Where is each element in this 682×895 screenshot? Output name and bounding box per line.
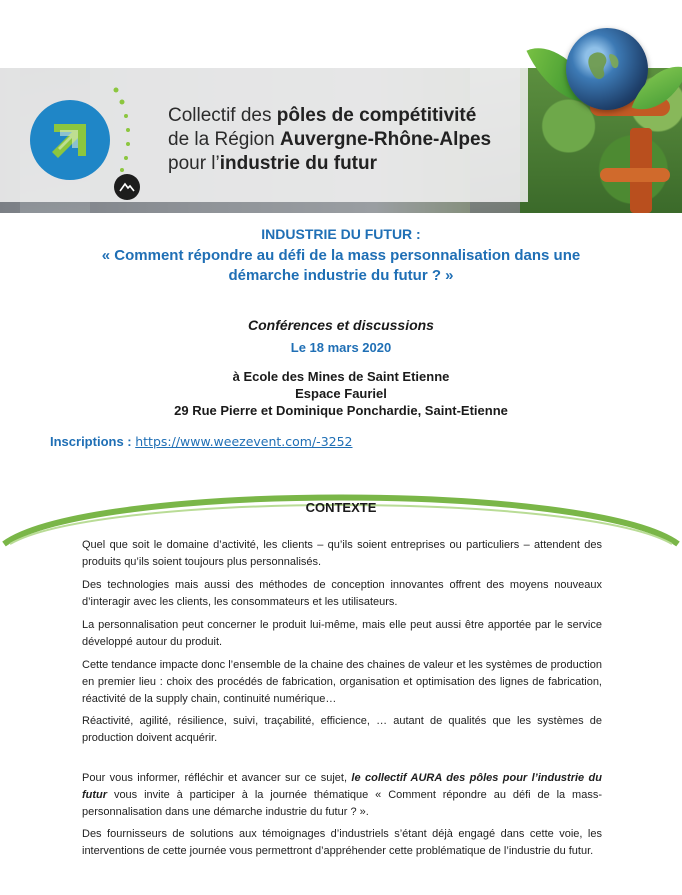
banner-title-line-3: pour l’industrie du futur — [168, 153, 378, 174]
banner-title — [168, 104, 491, 176]
event-address: 29 Rue Pierre et Dominique Ponchardie, Saint-Etienne — [174, 403, 508, 418]
arrow-logo-icon — [48, 118, 92, 162]
registration-link[interactable]: https://www.weezevent.com/-3252 — [135, 434, 353, 449]
context-heading: CONTEXTE — [305, 500, 377, 515]
event-venue: à Ecole des Mines de Saint Etienne — [232, 369, 450, 384]
event-address-block — [0, 368, 682, 419]
banner-title-line-2: de la Région Auvergne-Rhône-Alpes — [168, 129, 492, 150]
context-paragraph: Réactivité, agilité, résilience, suivi, traçabilité, efficience, … autant de qualités que les systèmes de production doivent acquérir. — [82, 715, 602, 744]
event-room: Espace Fauriel — [295, 386, 387, 401]
context-paragraph: Cette tendance impacte donc l’ensemble de la chaine des chaines de valeur et les systèmes de production en premier lieu : choix des procédés de fabrication, organisation et optimisation des lignes de fabrication, réactivité de la supply chain, continuité numérique… — [82, 659, 602, 705]
registration-label: Inscriptions : — [50, 434, 136, 449]
collective-name-emphasis: le collectif AURA des pôles pour l’industrie du futur — [82, 772, 602, 801]
event-question: « Comment répondre au défi de la mass personnalisation dans une démarche industrie du futur ? » — [101, 247, 581, 284]
event-category: INDUSTRIE DU FUTUR : — [261, 226, 421, 242]
context-paragraph: Des fournisseurs de solutions aux témoignages d’industriels s’étant déjà engagé dans cette voie, les interventions de cette journée vous permettront d’appréhender cette problématique de l’industrie du futur. — [82, 828, 602, 857]
context-paragraph: La personnalisation peut concerner le produit lui-même, mais elle peut aussi être apportée par le service développé autour du produit. — [82, 619, 602, 648]
continents-icon — [584, 48, 624, 84]
registration — [50, 434, 353, 449]
context-paragraph: Des technologies mais aussi des méthodes de conception innovantes offrent des moyens nouveaux d’interagir avec les clients, les consommateurs et les utilisateurs. — [82, 579, 602, 608]
context-paragraph: Quel que soit le domaine d’activité, les clients – qu’ils soient entreprises ou particuliers – attendent des produits qu’ils soient toujours plus personnalisés. — [82, 539, 602, 568]
event-format: Conférences et discussions — [248, 317, 434, 333]
banner-title-line-1: Collectif des pôles de compétitivité — [168, 105, 477, 126]
context-paragraph-invitation: Pour vous informer, réfléchir et avancer sur ce sujet, le collectif AURA des pôles pour l’industrie du futur vous invite à participer à la journée thématique « Comment répondre au défi de la mass-personnalisation dans une démarche industrie du futur ? ». — [82, 772, 602, 818]
mountain-icon — [114, 174, 140, 200]
rusty-pipe-image — [600, 168, 670, 182]
region-logo — [114, 174, 140, 200]
event-date: Le 18 mars 2020 — [290, 340, 392, 355]
